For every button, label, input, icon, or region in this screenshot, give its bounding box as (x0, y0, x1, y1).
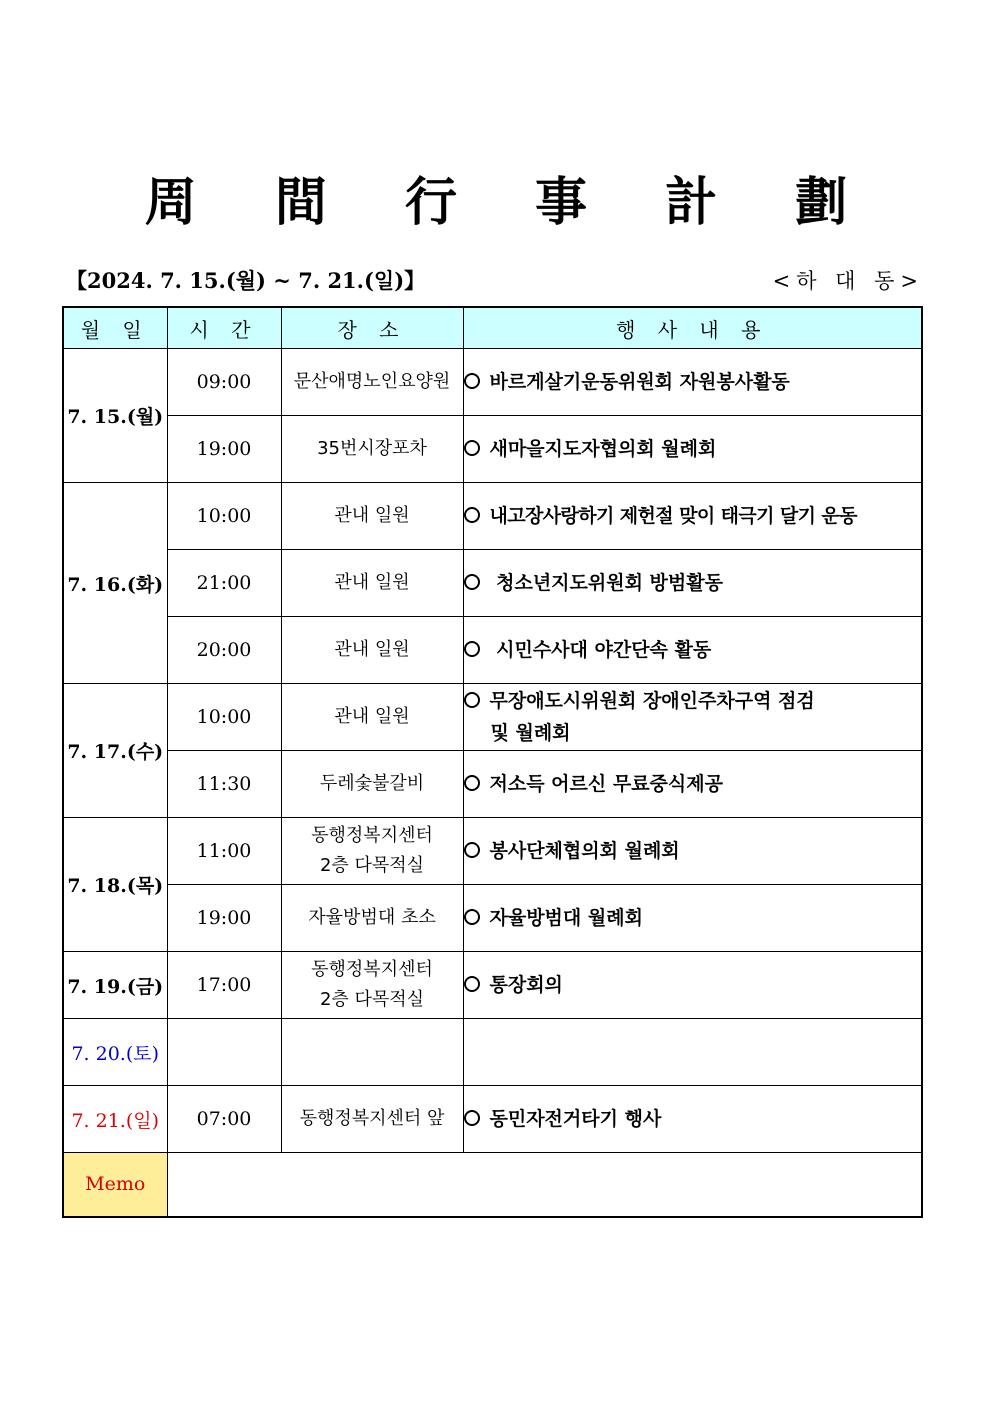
table-row (63, 818, 922, 885)
event-description: 바르게살기운동위원회 자원봉사활동 (463, 349, 922, 416)
event-description: 저소득 어르신 무료중식제공 (463, 751, 922, 818)
event-place: 자율방범대 초소 (281, 885, 463, 952)
event-place: 관내 일원 (281, 617, 463, 684)
event-place: 관내 일원 (281, 550, 463, 617)
event-time: 19:00 (167, 885, 281, 952)
event-place: 35번시장포차 (281, 416, 463, 483)
circle-bullet-icon (464, 692, 480, 708)
circle-bullet-icon (464, 373, 480, 389)
event-description: 무장애도시위원회 장애인주차구역 점검 및 월례회 (463, 684, 922, 751)
header-place: 장 소 (281, 307, 463, 349)
circle-bullet-icon (464, 507, 480, 523)
event-time (167, 1019, 281, 1086)
day-date: 7. 16.(화) (63, 483, 167, 684)
event-description: 동민자전거타기 행사 (463, 1086, 922, 1153)
event-time: 09:00 (167, 349, 281, 416)
event-description: 청소년지도위원회 방범활동 (463, 550, 922, 617)
event-description: 새마을지도자협의회 월례회 (463, 416, 922, 483)
table-row (63, 349, 922, 416)
day-date: 7. 21.(일) (63, 1086, 167, 1153)
table-row (63, 483, 922, 550)
event-description-line2: 및 월례회 (490, 722, 571, 744)
event-time: 10:00 (167, 684, 281, 751)
event-description: 봉사단체협의회 월례회 (463, 818, 922, 885)
event-place-line1: 동행정복지센터 (311, 825, 433, 846)
event-place: 문산애명노인요양원 (281, 349, 463, 416)
table-row (63, 885, 922, 952)
table-row (63, 751, 922, 818)
event-place (281, 818, 463, 885)
table-row (63, 1019, 922, 1086)
circle-bullet-icon (464, 641, 480, 657)
event-description: 자율방범대 월례회 (463, 885, 922, 952)
day-date: 7. 15.(월) (63, 349, 167, 483)
event-time: 17:00 (167, 952, 281, 1019)
circle-bullet-icon (464, 574, 480, 590)
event-time: 19:00 (167, 416, 281, 483)
event-time: 11:30 (167, 751, 281, 818)
event-time: 07:00 (167, 1086, 281, 1153)
event-time: 20:00 (167, 617, 281, 684)
circle-bullet-icon (464, 440, 480, 456)
event-description: 내고장사랑하기 제헌절 맞이 태극기 달기 운동 (463, 483, 922, 550)
event-place-line2: 2층 다목적실 (319, 989, 425, 1010)
memo-content[interactable] (167, 1153, 922, 1217)
event-place: 두레숯불갈비 (281, 751, 463, 818)
department-name: <하 대 동> (772, 269, 924, 293)
day-date: 7. 17.(수) (63, 684, 167, 818)
table-row (63, 1086, 922, 1153)
event-time: 21:00 (167, 550, 281, 617)
table-row (63, 684, 922, 751)
event-place (281, 1019, 463, 1086)
header-event: 행 사 내 용 (463, 307, 922, 349)
event-place: 동행정복지센터 앞 (281, 1086, 463, 1153)
circle-bullet-icon (464, 976, 480, 992)
circle-bullet-icon (464, 1110, 480, 1126)
event-description: 통장회의 (463, 952, 922, 1019)
event-description (463, 1019, 922, 1086)
date-range: 【2024. 7. 15.(월) ~ 7. 21.(일)】 (66, 268, 426, 293)
table-row (63, 416, 922, 483)
circle-bullet-icon (464, 842, 480, 858)
page-title: 周 間 行 事 計 劃 (144, 172, 878, 233)
event-place-line2: 2층 다목적실 (319, 855, 425, 876)
event-time: 11:00 (167, 818, 281, 885)
table-row (63, 550, 922, 617)
header-time: 시 간 (167, 307, 281, 349)
table-row (63, 617, 922, 684)
event-place: 관내 일원 (281, 483, 463, 550)
event-place-line1: 동행정복지센터 (311, 959, 433, 980)
event-description: 시민수사대 야간단속 활동 (463, 617, 922, 684)
event-place (281, 952, 463, 1019)
memo-label: Memo (63, 1153, 167, 1217)
schedule-table (62, 306, 923, 1218)
circle-bullet-icon (464, 775, 480, 791)
day-date: 7. 18.(목) (63, 818, 167, 952)
header-date: 월 일 (63, 307, 167, 349)
day-date: 7. 19.(금) (63, 952, 167, 1019)
event-place: 관내 일원 (281, 684, 463, 751)
event-time: 10:00 (167, 483, 281, 550)
memo-row (63, 1153, 922, 1217)
day-date: 7. 20.(토) (63, 1019, 167, 1086)
circle-bullet-icon (464, 909, 480, 925)
table-row (63, 952, 922, 1019)
